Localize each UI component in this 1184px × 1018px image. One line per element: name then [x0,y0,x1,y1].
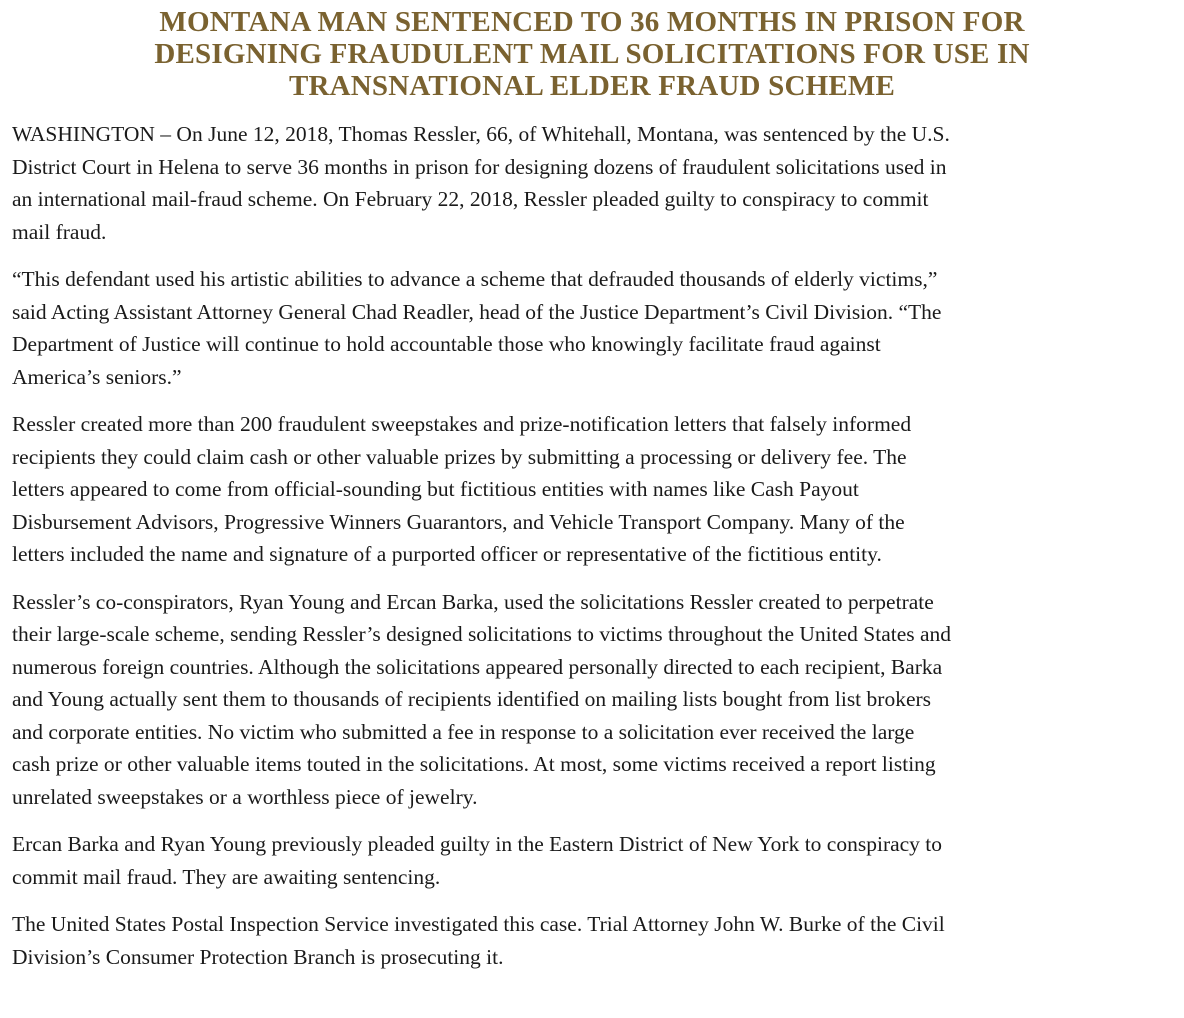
text-line: Ressler’s co-conspirators, Ryan Young and Ercan Barka, used the solicitations Ressler created to perpetrate [12,589,934,614]
text-line: Ercan Barka and Ryan Young previously pleaded guilty in the Eastern District of New York to conspiracy to [12,832,943,856]
text-line: cash prize or other valuable items touted in the solicitations. At most, some victims received a report listing [12,752,936,776]
text-line: Department of Justice will continue to hold accountable those who knowingly facilitate fraud against [12,332,881,356]
text-line: letters appeared to come from official-sounding but fictitious entities with names like Cash Payout [12,477,859,501]
text-line: said Acting Assistant Attorney General Chad Readler, head of the Justice Department’s Civil Division. “The [12,299,942,324]
paragraph-letters [12,408,1172,571]
text-line: Disbursement Advisors, Progressive Winners Guarantors, and Vehicle Transport Company. Many of the [12,509,905,534]
text-line: WASHINGTON – On June 12, 2018, Thomas Ressler, 66, of Whitehall, Montana, was sentenced by the U.S. [12,122,950,146]
text-line: numerous foreign countries. Although the solicitations appeared personally directed to each recipient, Barka [12,654,943,679]
text-line: and Young actually sent them to thousands of recipients identified on mailing lists bought from list brokers [12,687,932,711]
text-line: letters included the name and signature of a purported officer or representative of the fictitious entity. [12,542,882,566]
text-line: The United States Postal Inspection Service investigated this case. Trial Attorney John W. Burke of the Civil [12,912,945,936]
text-line: commit mail fraud. They are awaiting sentencing. [12,864,441,889]
text-line: Division’s Consumer Protection Branch is prosecuting it. [12,944,504,969]
headline-line: DESIGNING FRAUDULENT MAIL SOLICITATIONS FOR USE IN [154,38,1030,70]
text-line: America’s seniors.” [12,364,182,389]
paragraph-intro [12,118,1172,248]
paragraph-pleas [12,828,1172,893]
text-line: recipients they could claim cash or other valuable prizes by submitting a processing or delivery fee. The [12,444,907,469]
text-line: an international mail-fraud scheme. On February 22, 2018, Ressler pleaded guilty to conspiracy to commit [12,187,929,211]
paragraph-co-conspirators [12,586,1172,814]
paragraph-investigation [12,908,1172,973]
headline-line: TRANSNATIONAL ELDER FRAUD SCHEME [288,70,896,102]
headline [12,6,1172,102]
text-line: and corporate entities. No victim who submitted a fee in response to a solicitation ever received the large [12,719,915,744]
headline-line: MONTANA MAN SENTENCED TO 36 MONTHS IN PRISON FOR [159,6,1025,38]
article-body [12,118,1172,973]
text-line: District Court in Helena to serve 36 months in prison for designing dozens of fraudulent solicitations used in [12,154,947,179]
text-line: Ressler created more than 200 fraudulent sweepstakes and prize-notification letters that falsely informed [12,412,912,436]
text-line: “This defendant used his artistic abilities to advance a scheme that defrauded thousands of elderly victims,” [12,267,938,291]
paragraph-quote [12,263,1172,393]
text-line: unrelated sweepstakes or a worthless piece of jewelry. [12,784,478,809]
text-line: mail fraud. [12,219,107,244]
text-line: their large-scale scheme, sending Ressler’s designed solicitations to victims throughout the United States and [12,622,952,646]
